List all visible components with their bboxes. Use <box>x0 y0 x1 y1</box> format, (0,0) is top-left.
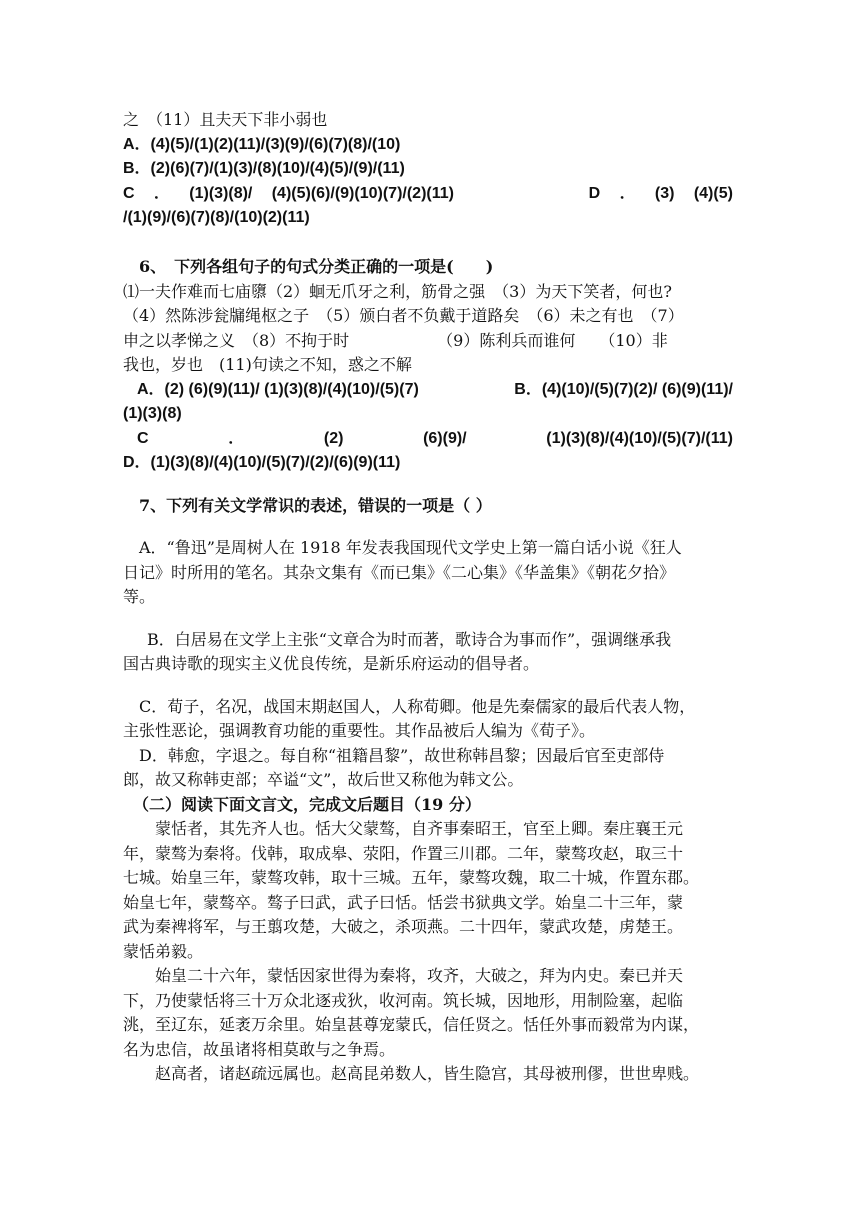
q6-option-b: B．(4)(10)/(5)(7)(2)/ (6)(9)(11)/ <box>514 380 733 398</box>
passage-p1-line: 年，蒙骜为秦将。伐韩，取成皋、荥阳，作置三川郡。二年，蒙骜攻赵，取三十 <box>123 843 684 863</box>
q5-option-d-letter: D <box>588 184 601 202</box>
q7-option-a-line-2: 日记》时所用的笔名。其杂文集有《而已集》《二心集》《华盖集》《朝花夕拾》 <box>123 562 676 582</box>
reading-heading: （二）阅读下面文言文，完成文后题目（19 分） <box>133 794 481 814</box>
passage-p1-line: 武为秦裨将军，与王翦攻楚，大破之，杀项燕。二十四年，蒙武攻楚，虏楚王。 <box>123 917 684 936</box>
q5-option-a: A．(4)(5)/(1)(2)(11)/(3)(9)/(6)(7)(8)/(10) <box>123 135 401 153</box>
q6-option-c-part1: (2) <box>323 429 344 447</box>
q6-option-d: D．(1)(3)(8)/(4)(10)/(5)(7)/(2)/(6)(9)(11) <box>123 454 401 471</box>
q6-option-b-continued: (1)(3)(8) <box>123 405 182 422</box>
q6-option-c-part2: (6)(9)/ <box>423 429 467 447</box>
q5-option-d-part1: (3) <box>654 184 675 202</box>
q6-stem: 6、 下列各组句子的句式分类正确的一项是( ) <box>139 257 494 276</box>
q7-option-a-line-1: A．“鲁迅”是周树人在 1918 年发表我国现代文学史上第一篇白话小说《狂人 <box>139 538 682 557</box>
q5-option-c-letter: C <box>123 184 135 202</box>
q5-option-d-continued: /(1)(9)/(6)(7)(8)/(10)(2)(11) <box>123 209 310 226</box>
q6-option-a-b-line <box>123 378 733 403</box>
passage-p1-line: 始皇七年，蒙骜卒。骜子曰武，武子曰恬。恬尝书狱典文学。始皇二十三年，蒙 <box>123 892 684 912</box>
q5-option-c-part1: (1)(3)(8)/ <box>189 184 253 202</box>
q6-line-3: 申之以孝悌之义 （8）不拘于时 （9）陈利兵而谁何 （10）非 <box>123 330 668 350</box>
q6-option-c-part3: (1)(3)(8)/(4)(10)/(5)(7)/(11) <box>546 429 733 447</box>
q6-line-1: ⑴一夫作难而七庙隳（2）蛔无爪牙之利，筋骨之强 （3）为天下笑者，何也? <box>123 281 672 301</box>
exam-page <box>123 108 733 1087</box>
passage-p2-line: 下，乃使蒙恬将三十万众北逐戎狄，收河南。筑长城，因地形，用制险塞，起临 <box>123 990 684 1010</box>
spacer <box>123 476 733 494</box>
passage-p2-line: 洮，至辽东，延袤万余里。始皇甚尊宠蒙氏，信任贤之。恬任外事而毅常为内谋， <box>123 1015 700 1034</box>
spacer <box>123 231 733 256</box>
passage-p2-line: 始皇二十六年，蒙恬因家世得为秦将，攻齐，大破之，拜为内史。秦已并天 <box>155 966 684 985</box>
q7-option-b-line-2: 国古典诗歌的现实主义优良传统，是新乐府运动的倡导者。 <box>123 654 540 673</box>
q6-option-a: A．(2) (6)(9)(11)/ (1)(3)(8)/(4)(10)/(5)(7) <box>137 380 419 398</box>
spacer <box>123 518 733 536</box>
q6-line-4: 我也，岁也 (11)句读之不知，惑之不解 <box>123 355 412 374</box>
q6-line-2: （4）然陈涉瓮牖绳枢之子 （5）颁白者不负戴于道路矣 （6）未之有也 （7） <box>123 306 684 325</box>
q7-option-a-line-3: 等。 <box>123 587 156 606</box>
q5-option-d-part2: (4)(5) <box>693 184 733 202</box>
q6-option-c-letter: C <box>137 429 149 447</box>
q5-option-b: B．(2)(6)(7)/(1)(3)/(8)(10)/(4)(5)/(9)/(11) <box>123 160 405 177</box>
passage-p1-line: 蒙恬者，其先齐人也。恬大父蒙骜，自齐事秦昭王，官至上卿。秦庄襄王元 <box>155 819 684 838</box>
passage-p1-line: 蒙恬弟毅。 <box>123 941 204 961</box>
q5-option-c-part2: (4)(5)(6)/(9)(10)(7)/(2)(11) <box>271 184 454 202</box>
passage-p1-line: 七城。始皇三年，蒙骜攻韩，取十三城。五年，蒙骜攻魏，取二十城，作置东郡。 <box>123 868 700 887</box>
q7-option-d-line-2: 郎，故又称韩吏部；卒谥“文”，故后世又称他为韩文公。 <box>123 770 524 789</box>
q5-option-c-dot: ． <box>153 184 170 202</box>
passage-p2-line: 名为忠信，故虽诸将相莫敢与之争焉。 <box>123 1039 396 1059</box>
spacer <box>473 182 569 207</box>
q7-option-c-line-1: C．荀子，名况，战国末期赵国人，人称荀卿。他是先秦儒家的最后代表人物， <box>139 696 696 716</box>
q6-option-c-line <box>123 427 733 452</box>
q5-option-c-d-line <box>123 182 733 207</box>
q5-option-d-dot: ． <box>619 184 636 202</box>
q5-text-tail: 之 （11）且夫天下非小弱也 <box>123 110 328 129</box>
q7-option-b-line-1: B．白居易在文学上主张“文章合为时而著，歌诗合为事而作”，强调继承我 <box>147 629 672 649</box>
q7-option-d-line-1: D．韩愈，字退之。每自称“祖籍昌黎”，故世称韩昌黎；因最后官至吏部侍 <box>139 745 665 765</box>
q6-option-c-dot: ． <box>228 429 245 447</box>
q7-stem: 7、下列有关文学常识的表述，错误的一项是（ ） <box>139 495 492 515</box>
spacer <box>123 677 733 695</box>
spacer <box>123 610 733 628</box>
passage-p3-line: 赵高者，诸赵疏远属也。赵高昆弟数人，皆生隐宫，其母被刑僇，世世卑贱。 <box>155 1064 700 1083</box>
q7-option-c-line-2: 主张性恶论，强调教育功能的重要性。其作品被后人编为《荀子》。 <box>123 721 596 740</box>
